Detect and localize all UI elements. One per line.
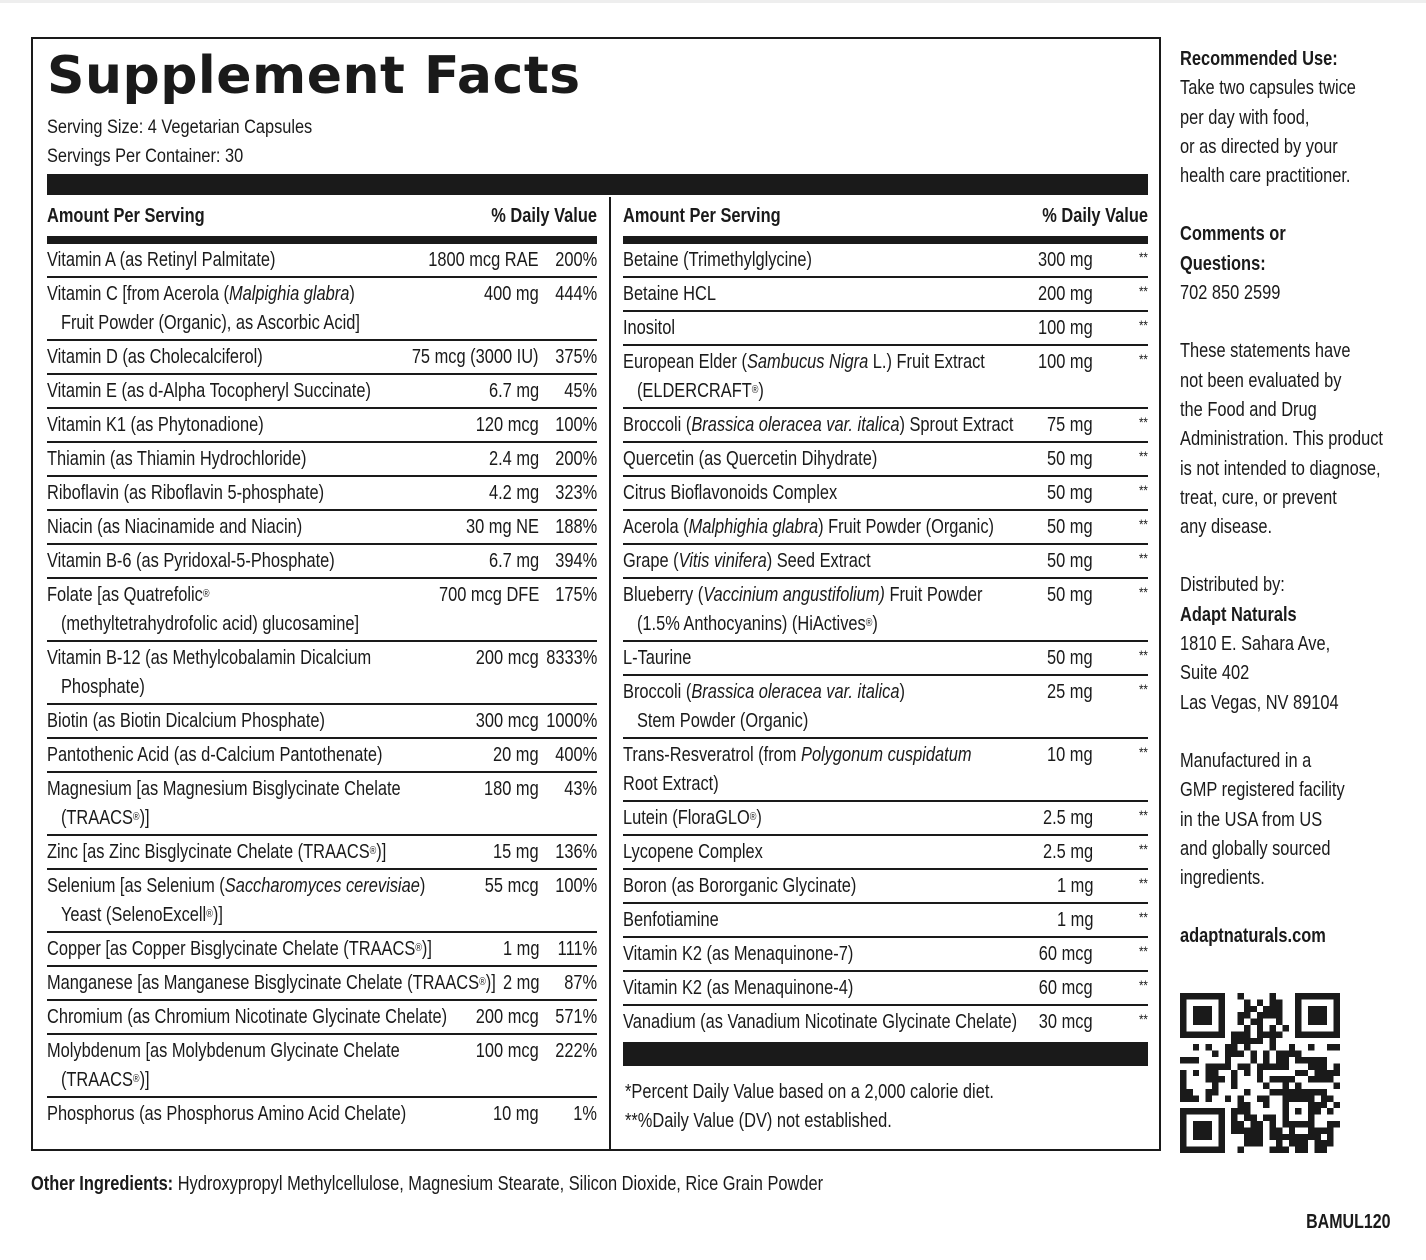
manufacturing-statement: GMP registered facility [1180, 779, 1345, 802]
nutrient-row [623, 972, 1148, 1006]
nutrient-name-line: Inositol [623, 317, 675, 339]
nutrient-amount: 100 mcg [476, 1040, 539, 1062]
phone-number: 702 850 2599 [1180, 282, 1281, 305]
manufacturing-statement: in the USA from US [1180, 808, 1323, 831]
qr-code-icon[interactable] [1180, 993, 1340, 1153]
nutrient-name-line: Betaine (Trimethylglycine) [623, 249, 812, 271]
nutrient-row [47, 1035, 597, 1098]
nutrient-daily-value: 1% [573, 1103, 597, 1125]
comments-heading: Comments or [1180, 223, 1286, 246]
nutrient-amount: 100 mg [1038, 351, 1093, 373]
nutrient-amount: 1800 mcg RAE [428, 249, 539, 271]
nutrient-row [623, 1006, 1148, 1038]
nutrient-name [47, 969, 498, 998]
nutrient-name-line: Selenium [as Selenium (Saccharomyces cerevisiae) [47, 875, 426, 897]
nutrient-name-line: Phosphate) [60, 676, 145, 698]
nutrient-name [47, 513, 498, 542]
nutrient-amount: 75 mg [1047, 414, 1093, 436]
nutrient-amount: 55 mcg [485, 875, 539, 897]
nutrient-row [623, 477, 1148, 511]
recommended-use-heading: Recommended Use: [1180, 48, 1338, 70]
nutrient-name [47, 479, 498, 508]
nutrient-name [623, 479, 1054, 508]
nutrient-amount: 2.5 mg [1042, 841, 1093, 863]
nutrient-name [47, 775, 498, 833]
nutrient-name-line: Vitamin K2 (as Menaquinone-7) [623, 943, 854, 965]
nutrient-name [47, 872, 498, 930]
nutrient-name-line: Copper [as Copper Bisglycinate Chelate (TRAACS®)] [47, 938, 432, 960]
nutrient-name-line: Niacin (as Niacinamide and Niacin) [47, 516, 303, 538]
nutrient-name [623, 872, 1054, 901]
nutrient-row [47, 642, 597, 705]
nutrient-daily-value: 375% [555, 346, 597, 368]
nutrient-name-line: Stem Powder (Organic) [636, 710, 809, 732]
nutrient-amount: 1 mg [1056, 909, 1093, 931]
nutrient-row [623, 545, 1148, 579]
manufacturing-statement: and globally sourced [1180, 837, 1331, 860]
nutrient-name [47, 707, 498, 736]
nutrient-daily-value: ** [1139, 516, 1148, 532]
nutrient-name-line: Lycopene Complex [623, 841, 763, 863]
nutrient-name [47, 935, 498, 964]
nutrient-row [623, 244, 1148, 278]
nutrient-row [47, 836, 597, 870]
nutrient-amount: 20 mg [493, 744, 539, 766]
nutrient-amount: 400 mg [484, 283, 539, 305]
nutrient-amount: 30 mg NE [466, 516, 539, 538]
nutrient-name-line: Molybdenum [as Molybdenum Glycinate Chelate [47, 1040, 400, 1062]
thick-divider [47, 174, 1148, 195]
nutrient-name-line: Vitamin B-6 (as Pyridoxal-5-Phosphate) [47, 550, 335, 572]
nutrient-name [623, 644, 1054, 673]
address-line: 1810 E. Sahara Ave, [1180, 633, 1331, 656]
nutrient-amount: 50 mg [1047, 647, 1093, 669]
nutrient-daily-value: ** [1139, 909, 1148, 925]
nutrient-daily-value: 444% [555, 283, 597, 305]
daily-value-heading: % Daily Value [491, 205, 597, 227]
nutrient-amount: 100 mg [1038, 317, 1093, 339]
nutrient-name [623, 246, 1054, 275]
nutrient-row [623, 739, 1148, 802]
nutrient-name [47, 644, 498, 702]
nutrient-amount: 60 mcg [1039, 943, 1093, 965]
nutrient-amount: 4.2 mg [488, 482, 539, 504]
nutrient-name [47, 411, 498, 440]
comments-heading: Questions: [1180, 252, 1266, 275]
nutrient-amount: 1 mg [1056, 875, 1093, 897]
nutrient-name-line: Biotin (as Biotin Dicalcium Phosphate) [47, 710, 326, 732]
nutrient-daily-value: ** [1139, 351, 1148, 367]
nutrient-name-line: Root Extract) [623, 773, 719, 795]
nutrient-row [47, 278, 597, 341]
nutrient-row [47, 409, 597, 443]
nutrient-daily-value: ** [1139, 681, 1148, 697]
nutrient-name [47, 1003, 498, 1032]
nutrient-name [623, 804, 1054, 833]
nutrient-daily-value: ** [1139, 317, 1148, 333]
nutrient-row [623, 870, 1148, 904]
nutrient-amount: 2.5 mg [1042, 807, 1093, 829]
nutrient-name-line: Manganese [as Manganese Bisglycinate Chelate (TRAACS®)] [47, 972, 496, 994]
nutrient-amount: 1 mg [502, 938, 539, 960]
nutrient-name-line: (TRAACS®)] [60, 1069, 150, 1091]
nutrient-amount: 25 mg [1047, 681, 1093, 703]
nutrient-daily-value: ** [1139, 841, 1148, 857]
nutrient-daily-value: 188% [555, 516, 597, 538]
recommended-use-text: or as directed by your [1180, 135, 1338, 158]
nutrient-name [623, 581, 1054, 639]
nutrient-daily-value: 100% [555, 414, 597, 436]
other-ingredients-label: Other Ingredients: [31, 1173, 174, 1195]
nutrient-row [47, 511, 597, 545]
nutrient-amount: 700 mcg DFE [438, 584, 539, 606]
nutrient-name-line: L-Taurine [623, 647, 692, 669]
nutrient-daily-value: 200% [555, 448, 597, 470]
nutrient-name [623, 445, 1054, 474]
nutrient-row [623, 676, 1148, 739]
nutrient-name-line: Riboflavin (as Riboflavin 5-phosphate) [47, 482, 325, 504]
nutrient-name-line: Lutein (FloraGLO®) [623, 807, 762, 829]
nutrient-amount: 2.4 mg [488, 448, 539, 470]
daily-value-heading: % Daily Value [1042, 205, 1148, 227]
nutrient-name-line: Citrus Bioflavonoids Complex [623, 482, 838, 504]
nutrient-name [47, 741, 498, 770]
nutrient-name-line: (methyltetrahydrofolic acid) glucosamine] [60, 613, 360, 635]
nutrient-name [623, 906, 1054, 935]
nutrient-daily-value: ** [1139, 647, 1148, 663]
nutrient-name-line: Magnesium [as Magnesium Bisglycinate Chelate [47, 778, 401, 800]
nutrient-name-line: Broccoli (Brassica oleracea var. italica) Sprout Extract [623, 414, 1014, 436]
nutrient-row [623, 802, 1148, 836]
nutrient-row [623, 511, 1148, 545]
servings-per-container: Servings Per Container: 30 [47, 146, 244, 167]
nutrient-amount: 60 mcg [1039, 977, 1093, 999]
nutrient-name-line: Vitamin B-12 (as Methylcobalamin Dicalcium [47, 647, 372, 669]
panel-title: Supplement Facts [47, 46, 581, 106]
company-name: Adapt Naturals [1180, 603, 1297, 626]
header-divider [47, 236, 597, 244]
nutrient-amount: 200 mg [1038, 283, 1093, 305]
nutrient-daily-value: ** [1139, 249, 1148, 265]
distributed-by-label: Distributed by: [1180, 574, 1285, 597]
fda-disclaimer: the Food and Drug [1180, 398, 1317, 421]
nutrient-amount: 15 mg [493, 841, 539, 863]
nutrient-daily-value: 45% [564, 380, 597, 402]
nutrient-name [623, 678, 1054, 736]
nutrient-name [623, 348, 1054, 406]
nutrient-daily-value: 43% [564, 778, 597, 800]
nutrient-row [623, 278, 1148, 312]
nutrient-daily-value: ** [1139, 283, 1148, 299]
nutrient-amount: 50 mg [1047, 482, 1093, 504]
column-header [623, 197, 1148, 236]
top-strip [0, 0, 1426, 3]
nutrient-name-line: Zinc [as Zinc Bisglycinate Chelate (TRAACS®)] [47, 841, 387, 863]
other-ingredients-text: Hydroxypropyl Methylcellulose, Magnesium Stearate, Silicon Dioxide, Rice Grain Powder [173, 1173, 824, 1195]
nutrient-name-line: Yeast (SelenoExcell®)] [60, 904, 223, 926]
nutrient-name [47, 581, 498, 639]
nutrient-name [623, 547, 1054, 576]
product-sku: BAMUL120 [1306, 1211, 1391, 1233]
nutrient-row [47, 244, 597, 278]
recommended-use-text: health care practitioner. [1180, 165, 1351, 188]
footnotes [623, 1066, 1148, 1136]
nutrient-row [47, 1001, 597, 1035]
nutrient-amount: 6.7 mg [488, 550, 539, 572]
nutrient-amount: 300 mcg [476, 710, 539, 732]
right-nutrient-column [623, 197, 1148, 1136]
serving-size: Serving Size: 4 Vegetarian Capsules [47, 117, 313, 138]
fda-disclaimer: any disease. [1180, 516, 1273, 539]
nutrient-amount: 180 mg [484, 778, 539, 800]
footnote-not-established: **%Daily Value (DV) not established. [625, 1110, 892, 1132]
nutrient-name [623, 741, 1054, 799]
nutrient-name [47, 547, 498, 576]
nutrient-row [47, 967, 597, 1001]
nutrient-name [623, 280, 1054, 309]
nutrient-name-line: (ELDERCRAFT®) [636, 380, 764, 402]
nutrient-name-line: Vitamin C [from Acerola (Malpighia glabra) [47, 283, 355, 305]
nutrient-name-line: Grape (Vitis vinifera) Seed Extract [623, 550, 871, 572]
nutrient-daily-value: ** [1139, 482, 1148, 498]
nutrient-name-line: Vitamin E (as d-Alpha Tocopheryl Succinate) [47, 380, 371, 402]
nutrient-amount: 200 mcg [476, 647, 539, 669]
nutrient-row [47, 375, 597, 409]
nutrient-name-line: Pantothenic Acid (as d-Calcium Pantothenate) [47, 744, 383, 766]
supplement-facts-panel [31, 37, 1161, 1151]
recommended-use-text: Take two capsules twice [1180, 77, 1356, 100]
nutrient-daily-value: 8333% [545, 647, 597, 669]
nutrient-daily-value: 200% [555, 249, 597, 271]
nutrient-daily-value: ** [1139, 550, 1148, 566]
nutrient-daily-value: 87% [564, 972, 597, 994]
nutrient-row [47, 579, 597, 642]
nutrient-name [47, 838, 498, 867]
nutrient-daily-value: 1000% [545, 710, 597, 732]
nutrient-name [623, 940, 1054, 969]
nutrient-amount: 6.7 mg [488, 380, 539, 402]
nutrient-name-line: Acerola (Malphighia glabra) Fruit Powder (Organic) [623, 516, 994, 538]
nutrient-name-line: European Elder (Sambucus Nigra L.) Fruit Extract [623, 351, 985, 373]
nutrient-row [47, 773, 597, 836]
nutrient-name-line: Blueberry (Vaccinium angustifolium) Fruit Powder [623, 584, 983, 606]
nutrient-amount: 30 mcg [1039, 1011, 1093, 1033]
nutrient-name-line: Benfotiamine [623, 909, 719, 931]
header-divider [623, 236, 1148, 244]
nutrient-amount: 75 mcg (3000 IU) [412, 346, 539, 368]
nutrient-name [47, 445, 498, 474]
nutrient-daily-value: ** [1139, 584, 1148, 600]
nutrient-name-line: Vitamin K2 (as Menaquinone-4) [623, 977, 854, 999]
fda-disclaimer: Administration. This product [1180, 428, 1383, 451]
nutrient-name-line: Folate [as Quatrefolic® [47, 584, 210, 606]
nutrient-daily-value: ** [1139, 1011, 1148, 1027]
nutrient-daily-value: ** [1139, 943, 1148, 959]
nutrient-name-line: (1.5% Anthocyanins) (HiActives®) [636, 613, 878, 635]
nutrient-name [47, 1037, 498, 1095]
nutrient-row [47, 705, 597, 739]
nutrient-row [623, 312, 1148, 346]
fda-disclaimer: treat, cure, or prevent [1180, 486, 1337, 509]
nutrient-name [623, 838, 1054, 867]
nutrient-name-line: Fruit Powder (Organic), as Ascorbic Acid] [60, 312, 360, 334]
column-header [47, 197, 597, 236]
nutrient-name [47, 280, 498, 338]
nutrient-name [623, 411, 1054, 440]
nutrient-daily-value: ** [1139, 448, 1148, 464]
nutrient-name [623, 1008, 1054, 1037]
nutrient-daily-value: 400% [555, 744, 597, 766]
nutrient-row [47, 739, 597, 773]
nutrient-row [623, 642, 1148, 676]
nutrient-daily-value: 323% [555, 482, 597, 504]
nutrient-amount: 50 mg [1047, 448, 1093, 470]
fda-disclaimer: not been evaluated by [1180, 369, 1342, 392]
nutrient-amount: 50 mg [1047, 516, 1093, 538]
nutrient-daily-value: ** [1139, 977, 1148, 993]
nutrient-daily-value: 394% [555, 550, 597, 572]
nutrient-daily-value: 136% [555, 841, 597, 863]
recommended-use-text: per day with food, [1180, 106, 1310, 129]
nutrient-row [47, 443, 597, 477]
left-nutrient-column [47, 197, 597, 1130]
nutrient-row [47, 870, 597, 933]
nutrient-amount: 200 mcg [476, 1006, 539, 1028]
nutrient-row [47, 545, 597, 579]
nutrient-list [47, 244, 597, 1130]
fda-disclaimer: These statements have [1180, 340, 1351, 363]
nutrient-name-line: Vitamin D (as Cholecalciferol) [47, 346, 263, 368]
manufacturing-statement: ingredients. [1180, 867, 1265, 890]
nutrient-daily-value: 111% [557, 938, 597, 960]
nutrient-name-line: Vanadium (as Vanadium Nicotinate Glycinate Chelate) [623, 1011, 1018, 1033]
footer-divider [623, 1042, 1148, 1066]
amount-per-serving-heading: Amount Per Serving [623, 205, 781, 227]
nutrient-row [623, 409, 1148, 443]
label-sidebar [1180, 45, 1420, 952]
nutrient-row [623, 904, 1148, 938]
nutrient-name-line: Quercetin (as Quercetin Dihydrate) [623, 448, 878, 470]
nutrient-amount: 50 mg [1047, 584, 1093, 606]
nutrient-name-line: Vitamin A (as Retinyl Palmitate) [47, 249, 276, 271]
nutrient-name-line: Chromium (as Chromium Nicotinate Glycinate Chelate) [47, 1006, 448, 1028]
nutrient-daily-value: 175% [555, 584, 597, 606]
address-line: Suite 402 [1180, 662, 1250, 685]
nutrient-daily-value: ** [1139, 875, 1148, 891]
nutrient-daily-value: ** [1139, 807, 1148, 823]
nutrient-row [623, 938, 1148, 972]
nutrient-amount: 10 mg [493, 1103, 539, 1125]
nutrient-name-line: Betaine HCL [623, 283, 716, 305]
nutrient-name-line: Boron (as Bororganic Glycinate) [623, 875, 857, 897]
address-line: Las Vegas, NV 89104 [1180, 691, 1339, 714]
nutrient-name [47, 1100, 498, 1129]
amount-per-serving-heading: Amount Per Serving [47, 205, 205, 227]
nutrient-daily-value: ** [1139, 744, 1148, 760]
nutrient-row [47, 477, 597, 511]
footnote-daily-value: *Percent Daily Value based on a 2,000 calorie diet. [625, 1081, 994, 1103]
nutrient-name-line: Thiamin (as Thiamin Hydrochloride) [47, 448, 307, 470]
nutrient-amount: 120 mcg [476, 414, 539, 436]
nutrient-name-line: Broccoli (Brassica oleracea var. italica) [623, 681, 905, 703]
nutrient-row [623, 579, 1148, 642]
nutrient-row [47, 341, 597, 375]
nutrient-row [623, 346, 1148, 409]
nutrient-daily-value: 100% [555, 875, 597, 897]
nutrient-amount: 300 mg [1038, 249, 1093, 271]
fda-disclaimer: is not intended to diagnose, [1180, 457, 1381, 480]
nutrient-amount: 10 mg [1047, 744, 1093, 766]
nutrient-daily-value: ** [1139, 414, 1148, 430]
nutrient-name [623, 513, 1054, 542]
other-ingredients [31, 1170, 823, 1199]
nutrient-row [47, 1098, 597, 1130]
column-divider [609, 197, 611, 1151]
nutrient-daily-value: 222% [555, 1040, 597, 1062]
manufacturing-statement: Manufactured in a [1180, 749, 1312, 772]
nutrient-name-line: Phosphorus (as Phosphorus Amino Acid Chelate) [47, 1103, 407, 1125]
nutrient-name [623, 974, 1054, 1003]
nutrient-list [623, 244, 1148, 1038]
nutrient-name-line: Vitamin K1 (as Phytonadione) [47, 414, 264, 436]
nutrient-name-line: (TRAACS®)] [60, 807, 150, 829]
nutrient-amount: 2 mg [502, 972, 539, 994]
nutrient-name [47, 377, 498, 406]
nutrient-amount: 50 mg [1047, 550, 1093, 572]
nutrient-row [623, 836, 1148, 870]
nutrient-row [623, 443, 1148, 477]
website-link[interactable]: adaptnaturals.com [1180, 925, 1326, 948]
nutrient-daily-value: 571% [555, 1006, 597, 1028]
nutrient-name-line: Trans-Resveratrol (from Polygonum cuspidatum [623, 744, 972, 766]
nutrient-name [623, 314, 1054, 343]
nutrient-row [47, 933, 597, 967]
